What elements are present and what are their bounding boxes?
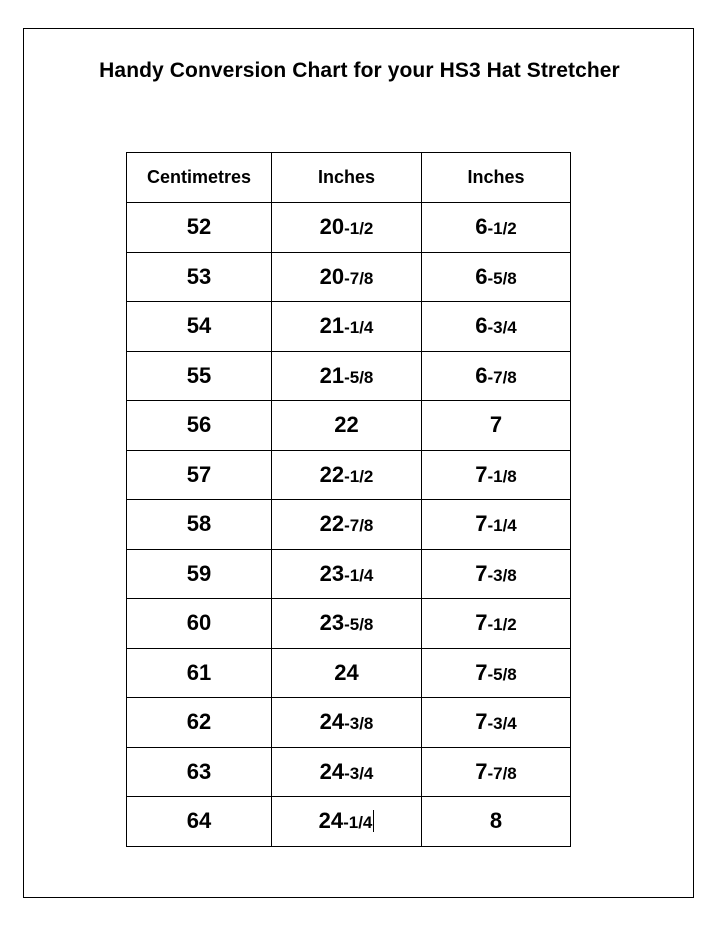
cell-inches[interactable] [272, 500, 422, 550]
header-inches-size[interactable]: Inches [422, 153, 571, 203]
table-row [127, 747, 571, 797]
cell-hat-size[interactable] [422, 401, 571, 451]
conversion-table [126, 152, 571, 847]
cell-inches[interactable] [272, 302, 422, 352]
size-whole: 7 [475, 461, 488, 487]
table-row [127, 698, 571, 748]
cell-inches[interactable] [272, 698, 422, 748]
inches-fraction: -1/2 [344, 219, 374, 239]
cell-hat-size[interactable] [422, 351, 571, 401]
size-whole: 7 [475, 709, 488, 735]
table-row [127, 549, 571, 599]
table-row [127, 252, 571, 302]
inches-fraction: -5/8 [344, 615, 374, 635]
table-row [127, 797, 571, 847]
size-whole: 6 [475, 313, 488, 339]
size-whole: 7 [475, 758, 488, 784]
size-fraction: -3/4 [487, 714, 517, 734]
cell-centimetres[interactable]: 63 [127, 747, 272, 797]
cell-centimetres[interactable]: 64 [127, 797, 272, 847]
document-title[interactable]: Handy Conversion Chart for your HS3 Hat Stretcher [99, 59, 620, 82]
size-whole: 7 [475, 659, 488, 685]
inches-whole: 21 [319, 313, 345, 339]
size-whole: 6 [475, 263, 488, 289]
inches-whole: 23 [319, 610, 345, 636]
size-whole: 7 [489, 412, 503, 438]
cell-centimetres[interactable]: 60 [127, 599, 272, 649]
text-cursor [373, 810, 374, 832]
size-whole: 6 [475, 214, 488, 240]
size-fraction: -5/8 [487, 664, 517, 684]
cell-inches[interactable] [272, 797, 422, 847]
size-whole: 7 [475, 511, 488, 537]
inches-whole: 21 [319, 362, 345, 388]
cell-hat-size[interactable] [422, 302, 571, 352]
inches-fraction: -3/8 [344, 714, 374, 734]
inches-fraction: -1/4 [343, 813, 373, 833]
size-fraction: -1/2 [487, 219, 517, 239]
cell-centimetres[interactable]: 61 [127, 648, 272, 698]
table-row [127, 302, 571, 352]
cell-hat-size[interactable] [422, 698, 571, 748]
inches-fraction: -7/8 [344, 268, 374, 288]
table-body [127, 203, 571, 847]
table-row [127, 203, 571, 253]
table-row [127, 450, 571, 500]
size-fraction: -1/8 [487, 466, 517, 486]
cell-inches[interactable] [272, 401, 422, 451]
cell-centimetres[interactable]: 58 [127, 500, 272, 550]
table-row [127, 351, 571, 401]
cell-hat-size[interactable] [422, 549, 571, 599]
size-whole: 8 [489, 808, 503, 834]
table-header-row [127, 153, 571, 203]
size-fraction: -5/8 [487, 268, 517, 288]
cell-inches[interactable] [272, 351, 422, 401]
cell-centimetres[interactable]: 53 [127, 252, 272, 302]
cell-hat-size[interactable] [422, 450, 571, 500]
table-row [127, 500, 571, 550]
inches-whole: 22 [319, 461, 345, 487]
cell-inches[interactable] [272, 549, 422, 599]
cell-hat-size[interactable] [422, 797, 571, 847]
cell-inches[interactable] [272, 648, 422, 698]
inches-whole: 24 [319, 709, 345, 735]
inches-whole: 22 [319, 511, 345, 537]
size-whole: 7 [475, 610, 488, 636]
size-fraction: -7/8 [487, 763, 517, 783]
size-fraction: -1/2 [487, 615, 517, 635]
inches-whole: 23 [319, 560, 345, 586]
cell-centimetres[interactable]: 55 [127, 351, 272, 401]
cell-hat-size[interactable] [422, 599, 571, 649]
table-row [127, 648, 571, 698]
size-fraction: -1/4 [487, 516, 517, 536]
inches-fraction: -7/8 [344, 516, 374, 536]
cell-hat-size[interactable] [422, 747, 571, 797]
table-row [127, 401, 571, 451]
table-row [127, 599, 571, 649]
cell-hat-size[interactable] [422, 203, 571, 253]
cell-centimetres[interactable]: 57 [127, 450, 272, 500]
inches-whole: 24 [334, 659, 359, 685]
inches-fraction: -1/4 [344, 565, 374, 585]
cell-centimetres[interactable]: 52 [127, 203, 272, 253]
inches-fraction: -5/8 [344, 367, 374, 387]
size-whole: 6 [475, 362, 488, 388]
cell-hat-size[interactable] [422, 500, 571, 550]
inches-whole: 24 [318, 808, 344, 834]
inches-fraction: -1/2 [344, 466, 374, 486]
cell-inches[interactable] [272, 203, 422, 253]
inches-fraction: -1/4 [344, 318, 374, 338]
cell-centimetres[interactable]: 54 [127, 302, 272, 352]
cell-centimetres[interactable]: 56 [127, 401, 272, 451]
cell-centimetres[interactable]: 62 [127, 698, 272, 748]
inches-whole: 24 [319, 758, 345, 784]
cell-centimetres[interactable]: 59 [127, 549, 272, 599]
size-fraction: -3/8 [487, 565, 517, 585]
cell-inches[interactable] [272, 599, 422, 649]
inches-whole: 20 [319, 263, 345, 289]
size-fraction: -3/4 [487, 318, 517, 338]
cell-inches[interactable] [272, 450, 422, 500]
size-whole: 7 [475, 560, 488, 586]
inches-whole: 20 [319, 214, 345, 240]
inches-fraction: -3/4 [344, 763, 374, 783]
header-inches[interactable]: Inches [272, 153, 422, 203]
cell-hat-size[interactable] [422, 252, 571, 302]
header-centimetres[interactable]: Centimetres [127, 153, 272, 203]
inches-whole: 22 [334, 412, 359, 438]
cell-inches[interactable] [272, 252, 422, 302]
cell-hat-size[interactable] [422, 648, 571, 698]
cell-inches[interactable] [272, 747, 422, 797]
size-fraction: -7/8 [487, 367, 517, 387]
